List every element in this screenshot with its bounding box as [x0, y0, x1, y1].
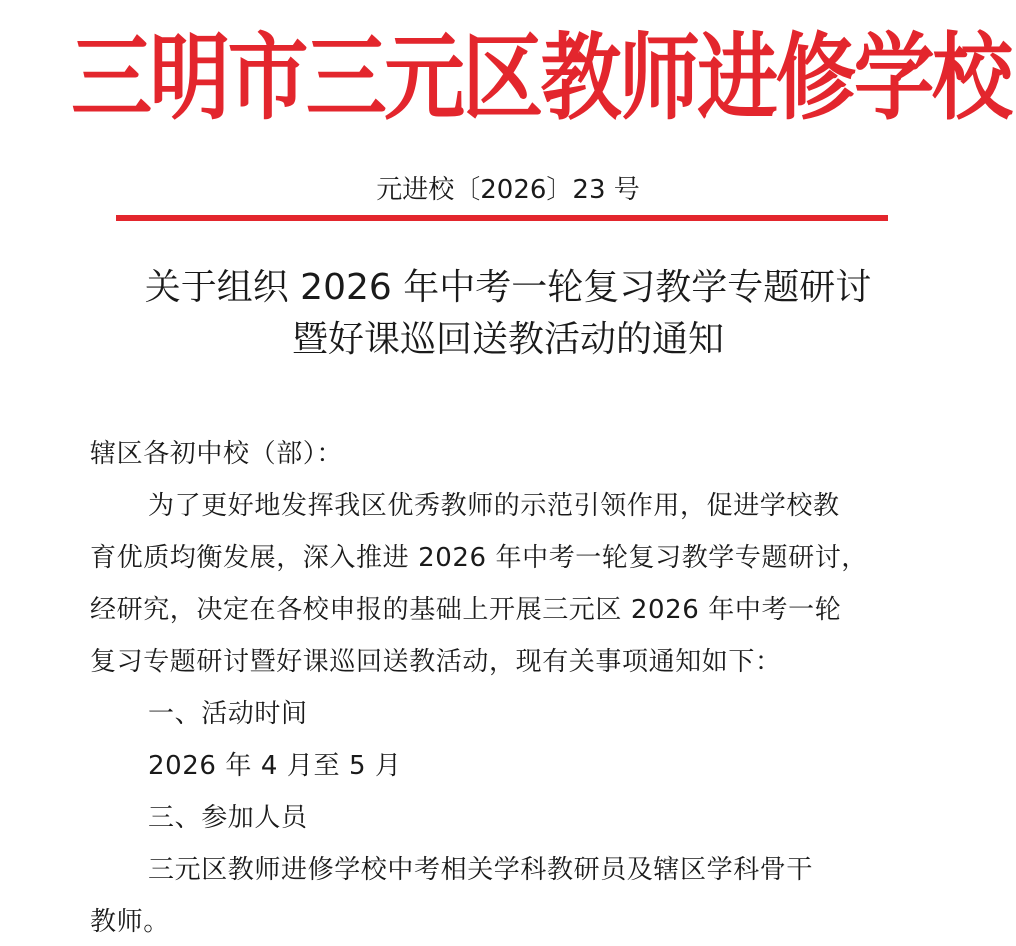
- title-line-2: 暨好课巡回送教活动的通知: [291, 319, 724, 360]
- paragraph-line: 三元区教师进修学校中考相关学科教研员及辖区学科骨干: [148, 855, 814, 885]
- paragraph-line: 复习专题研讨暨好课巡回送教活动，现有关事项通知如下：: [90, 647, 782, 677]
- title-line-1: 关于组织 2026 年中考一轮复习教学专题研讨: [144, 267, 872, 308]
- paragraph-line: 教师。: [90, 907, 170, 937]
- section-content-time: 2026 年 4 月至 5 月: [148, 751, 402, 781]
- paragraph-line: 经研究，决定在各校申报的基础上开展三元区 2026 年中考一轮: [90, 595, 842, 625]
- notice-body: [90, 428, 926, 946]
- notice-title: [0, 262, 1016, 366]
- red-separator-line: [116, 215, 888, 221]
- paragraph-line: 育优质均衡发展，深入推进 2026 年中考一轮复习教学专题研讨，: [90, 543, 868, 573]
- document-number: 元进校〔2026〕23 号: [376, 175, 640, 205]
- salutation: 辖区各初中校（部）：: [90, 439, 344, 469]
- section-heading-time: 一、活动时间: [148, 699, 308, 729]
- paragraph-line: 为了更好地发挥我区优秀教师的示范引领作用，促进学校教: [148, 491, 840, 521]
- issuer-masthead: 三明市三元区教师进修学校: [71, 23, 1011, 133]
- section-heading-participants: 三、参加人员: [148, 803, 308, 833]
